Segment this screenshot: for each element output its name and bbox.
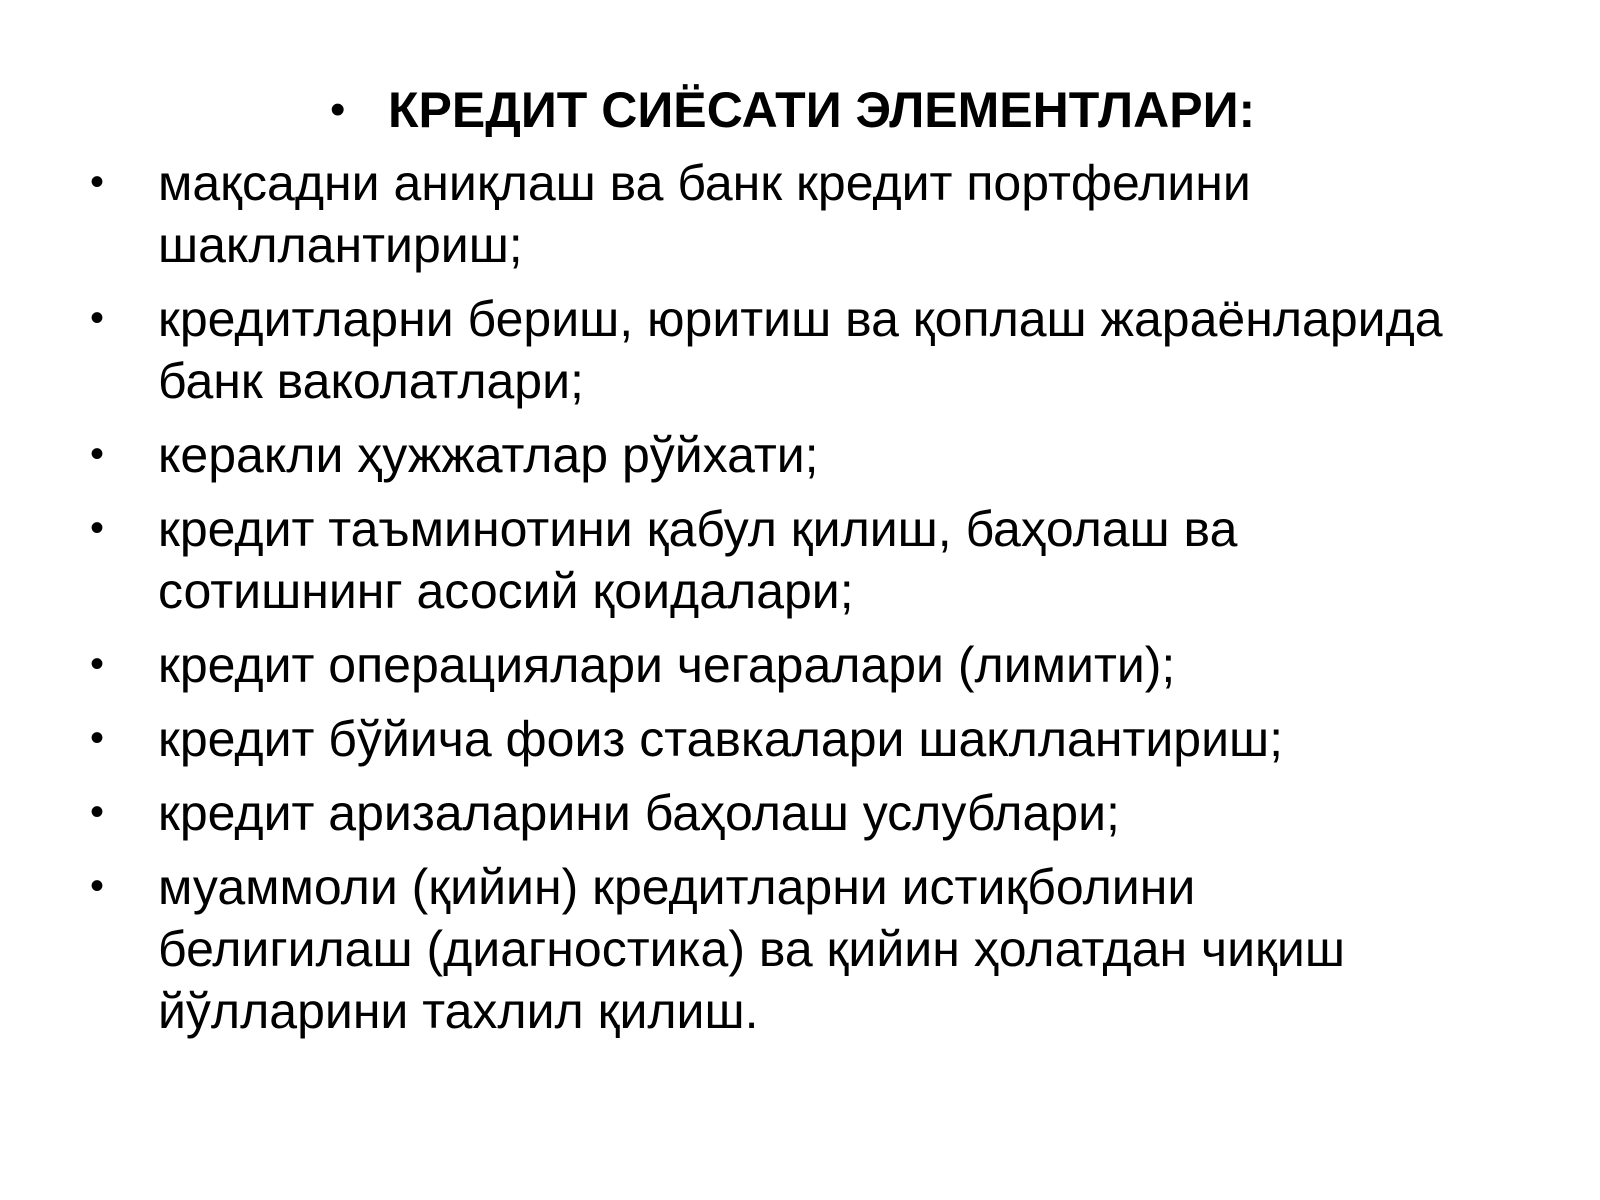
list-item xyxy=(90,424,1570,486)
list-item-text: кредит операциялари чегаралари (лимити); xyxy=(158,637,1176,693)
list-item xyxy=(90,498,1570,622)
list-item xyxy=(90,782,1570,844)
slide-title: КРЕДИТ СИЁСАТИ ЭЛЕМЕНТЛАРИ: xyxy=(388,82,1256,138)
list-item-text: кредитларни бериш, юритиш ва қоплаш жараёнларида банк ваколатлари; xyxy=(158,291,1443,409)
list-item xyxy=(90,856,1570,1042)
list-item-text: муаммоли (қийин) кредитларни истиқболини белигилаш (диагностика) ва қийин ҳолатдан чиқиш йўлларини тахлил қилиш. xyxy=(158,859,1345,1039)
bullet-list xyxy=(90,152,1570,1054)
bullet-icon: • xyxy=(90,790,105,834)
list-item xyxy=(90,708,1570,770)
list-item-text: кредит таъминотини қабул қилиш, баҳолаш ва сотишнинг асосий қоидалари; xyxy=(158,501,1238,619)
list-item xyxy=(90,152,1570,276)
list-item-text: кредит бўйича фоиз ставкалари шакллантириш; xyxy=(158,711,1284,767)
bullet-icon: • xyxy=(90,160,105,204)
bullet-icon: • xyxy=(90,642,105,686)
title-bullet-icon: • xyxy=(330,85,346,134)
bullet-icon: • xyxy=(90,296,105,340)
bullet-icon: • xyxy=(90,864,105,908)
list-item xyxy=(90,288,1570,412)
list-item-text: кредит аризаларини баҳолаш услублари; xyxy=(158,785,1120,841)
bullet-icon: • xyxy=(90,716,105,760)
bullet-icon: • xyxy=(90,506,105,550)
list-item-text: мақсадни аниқлаш ва банк кредит портфелини шакллантириш; xyxy=(158,155,1251,273)
list-item-text: керакли ҳужжатлар рўйхати; xyxy=(158,427,819,483)
bullet-icon: • xyxy=(90,432,105,476)
list-item xyxy=(90,634,1570,696)
slide-title-row xyxy=(330,70,1330,150)
